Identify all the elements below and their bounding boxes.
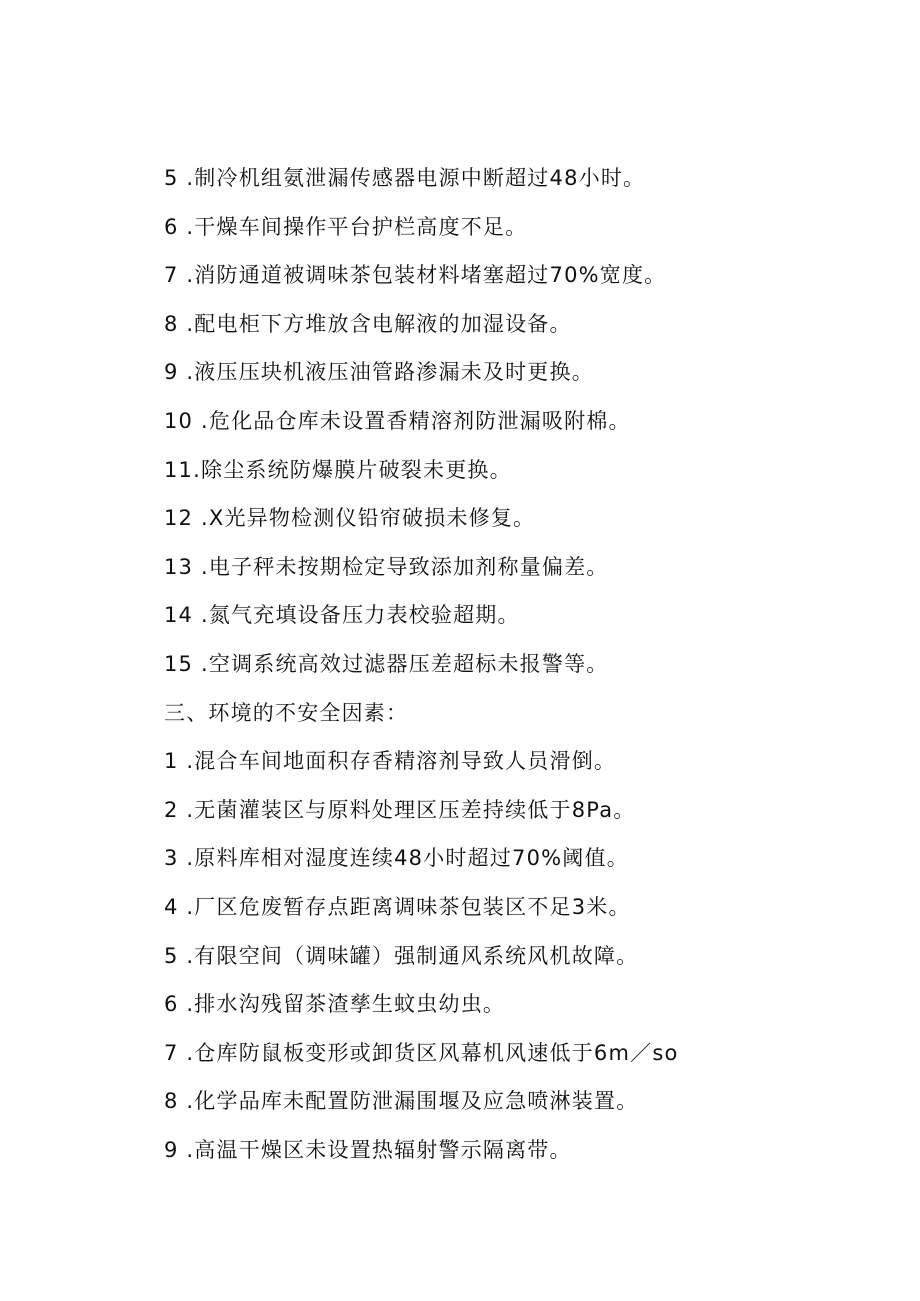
list-item: 7 .仓库防鼠板变形或卸货区风幕机风速低于6m／so xyxy=(164,1040,679,1065)
list-item: 10 .危化品仓库未设置香精溶剂防泄漏吸附棉。 xyxy=(164,408,631,433)
list-item: 5 .制冷机组氨泄漏传感器电源中断超过48小时。 xyxy=(164,166,646,190)
list-item: 4 .厂区危废暂存点距离调味茶包装区不足3米。 xyxy=(164,894,631,919)
list-item: 7 .消防通道被调味茶包装材料堵塞超过70%宽度。 xyxy=(164,263,667,288)
list-item: 11.除尘系统防爆膜片破裂未更换。 xyxy=(164,457,512,482)
document-body xyxy=(164,158,864,1178)
list-item: 3 .原料库相对湿度连续48小时超过70%阈值。 xyxy=(164,846,629,871)
list-item: 8 .配电柜下方堆放含电解液的加湿设备。 xyxy=(164,311,572,336)
list-item: 15 .空调系统高效过滤器压差超标未报警等。 xyxy=(164,651,609,676)
list-item: 9 .高温干燥区未设置热辐射警示隔离带。 xyxy=(164,1137,572,1162)
list-item: 8 .化学品库未配置防泄漏围堰及应急喷淋装置。 xyxy=(164,1089,639,1114)
list-item: 6 .排水沟残留茶渣孳生蚊虫幼虫。 xyxy=(164,992,506,1017)
section-heading: 三、环境的不安全因素： xyxy=(164,700,409,725)
list-item: 12 .X光异物检测仪铅帘破损未修复。 xyxy=(164,506,536,531)
list-item: 2 .无菌灌装区与原料处理区压差持续低于8Pa。 xyxy=(164,797,636,822)
list-item: 5 .有限空间（调味罐）强制通风系统风机故障。 xyxy=(164,943,639,968)
list-item: 9 .液压压块机液压油管路渗漏未及时更换。 xyxy=(164,360,594,385)
list-item: 1 .混合车间地面积存香精溶剂导致人员滑倒。 xyxy=(164,749,617,774)
list-item: 14 .氮气充填设备压力表校验超期。 xyxy=(164,603,520,628)
list-item: 13 .电子秤未按期检定导致添加剂称量偏差。 xyxy=(164,554,609,579)
list-item: 6 .干燥车间操作平台护栏高度不足。 xyxy=(164,214,528,239)
